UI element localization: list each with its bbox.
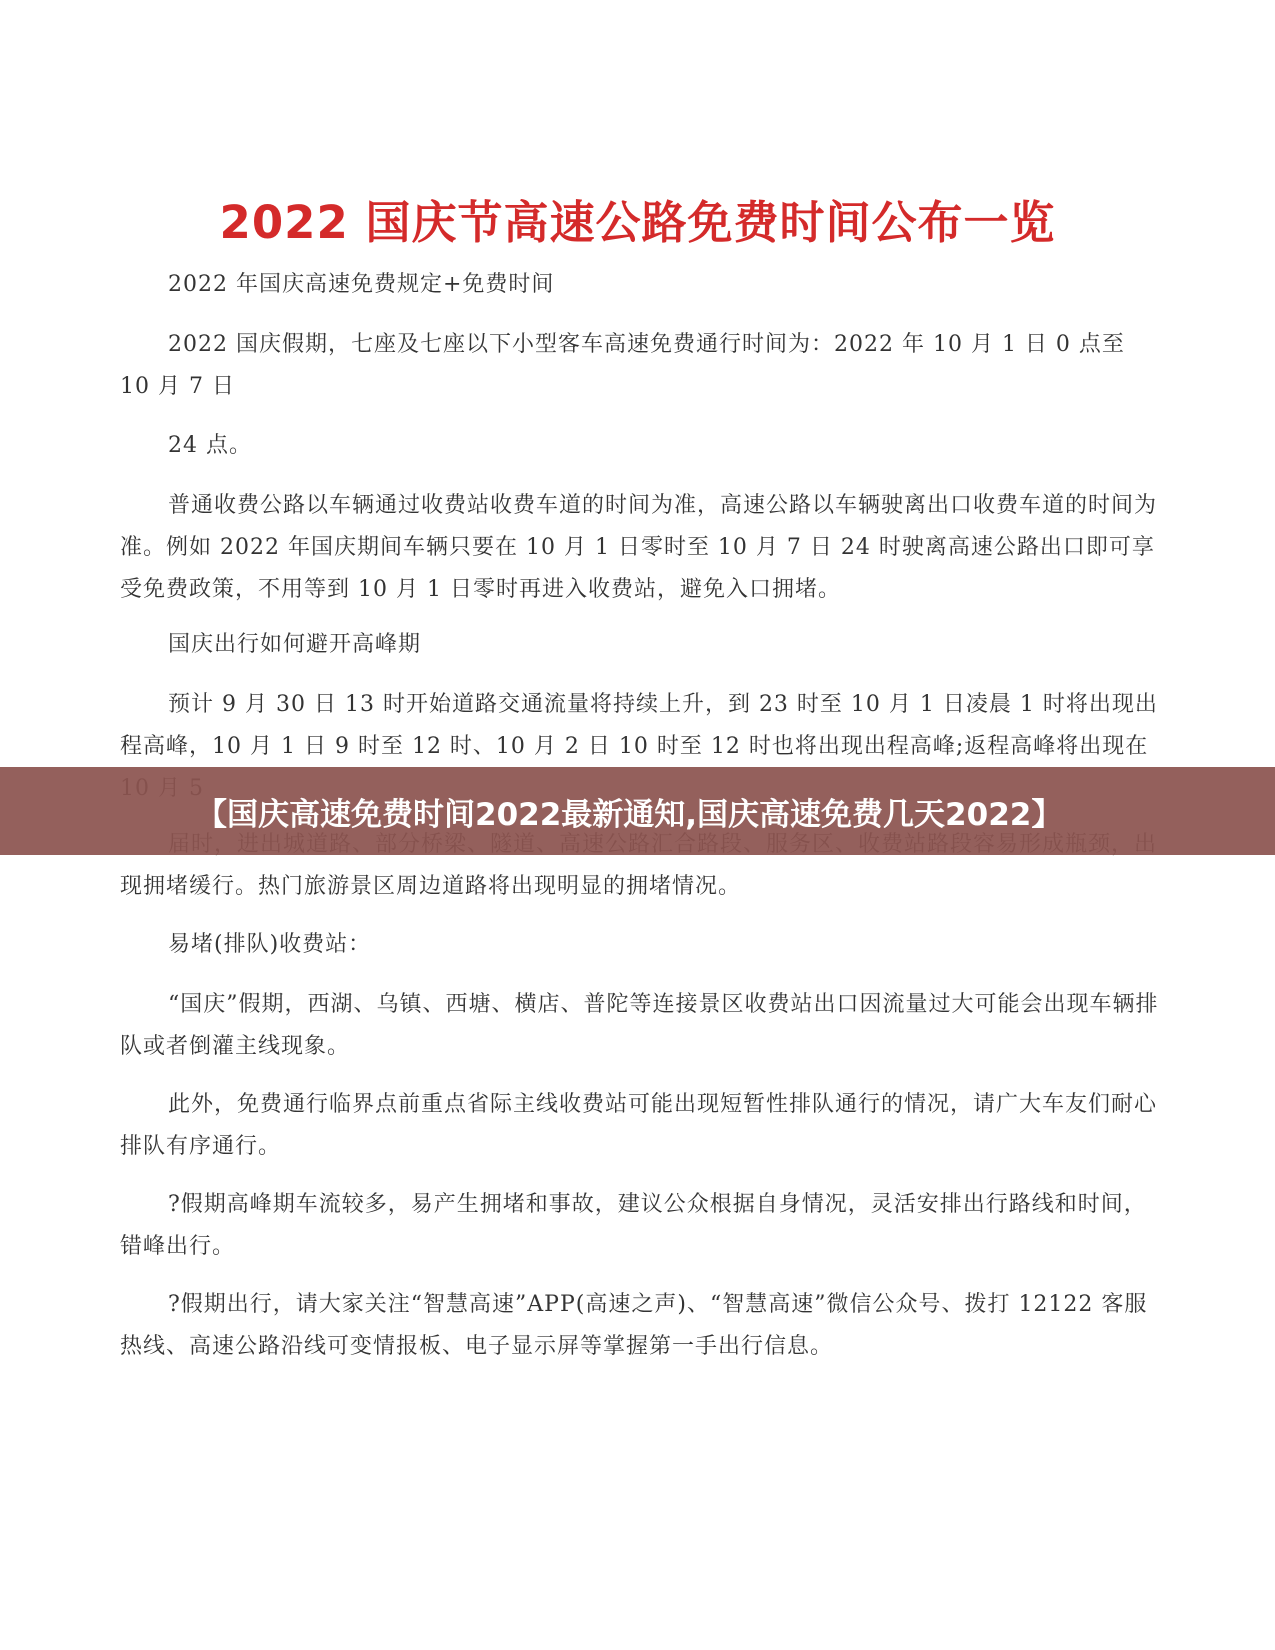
- document-title: 2022 国庆节高速公路免费时间公布一览: [219, 196, 1056, 249]
- paragraph-travel-advice: ?假期高峰期车流较多，易产生拥堵和事故，建议公众根据自身情况，灵活安排出行路线和时间，错峰出行。: [120, 1192, 1147, 1259]
- paragraph-free-period-end: 24 点。: [168, 433, 252, 458]
- paragraph-peak-forecast: 预计 9 月 30 日 13 时开始道路交通流量将持续上升，到 23 时至 10 月 1 日凌晨 1 时将出现出程高峰，10 月 1 日 9 时至 12 时、10 月 2 日 10 时至 12 时也将出现出程高峰;返程高峰将出现在: [120, 692, 1158, 759]
- paragraph-free-period: 2022 国庆假期，七座及七座以下小型客车高速免费通行时间为：2022 年 10 月 1 日 0 点至 10 月 7 日: [120, 332, 1125, 399]
- paragraph-border-tollgates: 此外，免费通行临界点前重点省际主线收费站可能出现短暂性排队通行的情况，请广大车友们耐心排队有序通行。: [120, 1092, 1158, 1159]
- headline-banner: [0, 767, 1275, 855]
- paragraph-scenic-tollgates: “国庆”假期，西湖、乌镇、西塘、横店、普陀等连接景区收费站出口因流量过大可能会出现车辆排队或者倒灌主线现象。: [120, 992, 1159, 1059]
- paragraph-rules-heading: 2022 年国庆高速免费规定+免费时间: [168, 272, 555, 297]
- paragraph-congestion: 现拥堵缓行。热门旅游景区周边道路将出现明显的拥堵情况。: [120, 874, 742, 899]
- paragraph-info-channels: ?假期出行，请大家关注“智慧高速”APP(高速之声)、“智慧高速”微信公众号、拨打 12122 客服热线、高速公路沿线可变情报板、电子显示屏等掌握第一手出行信息。: [120, 1292, 1148, 1359]
- paragraph-peak-heading: 国庆出行如何避开高峰期: [168, 632, 422, 657]
- banner-headline: 【国庆高速免费时间2022最新通知,国庆高速免费几天2022】: [196, 796, 1063, 833]
- paragraph-tollgate-heading: 易堵(排队)收费站：: [168, 932, 372, 957]
- paragraph-timing-rule: 普通收费公路以车辆通过收费站收费车道的时间为准，高速公路以车辆驶离出口收费车道的时间为准。例如 2022 年国庆期间车辆只要在 10 月 1 日零时至 10 月 7 日 24 时驶离高速公路出口即可享受免费政策，不用等到 10 月 1 日零时再进入收费站，避免入口拥堵。: [120, 493, 1158, 602]
